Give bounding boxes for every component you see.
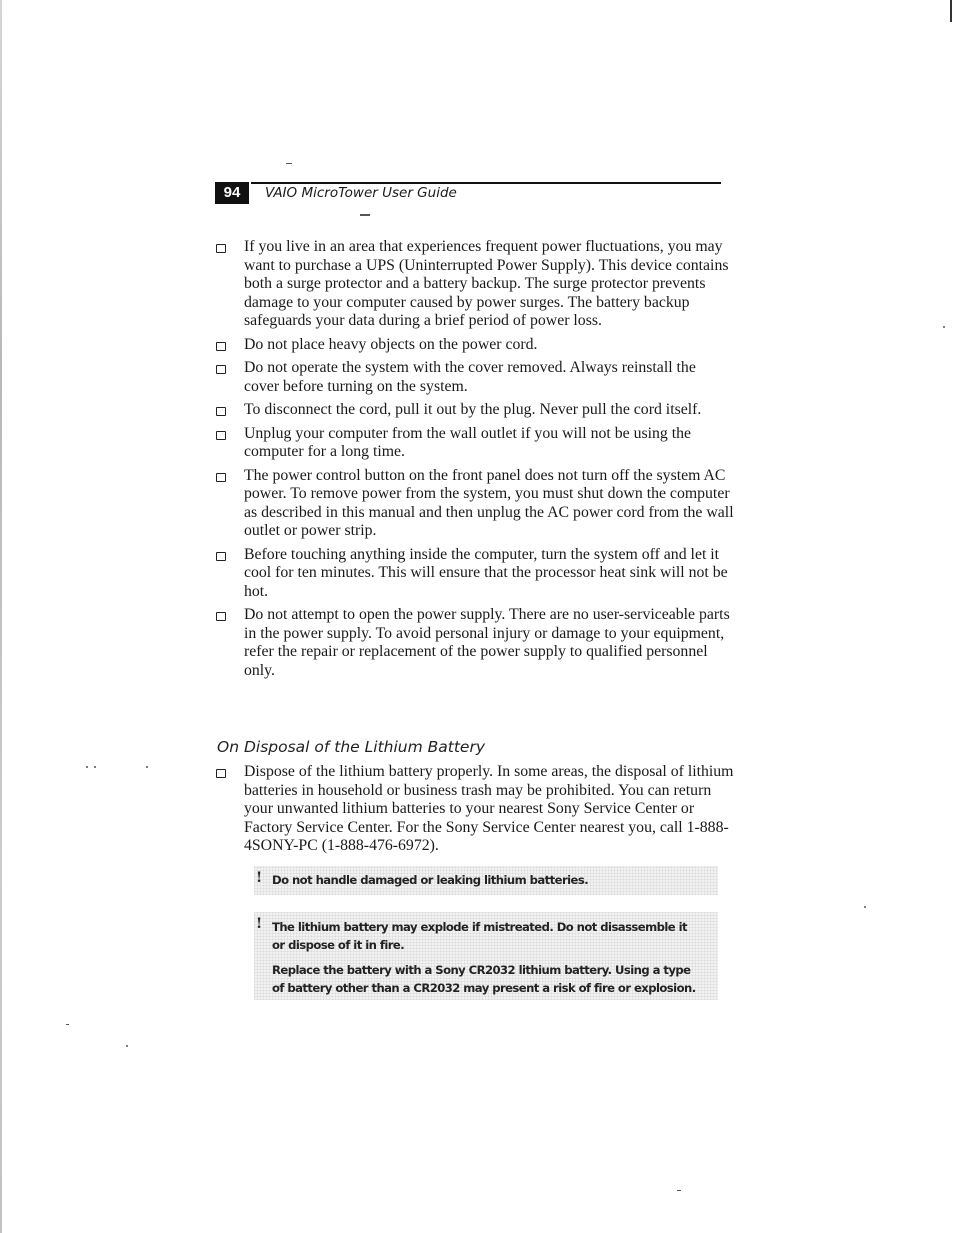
list-item: [214, 401, 734, 420]
checkbox-bullet-icon: [216, 552, 226, 561]
scan-speck: [864, 906, 866, 908]
list-item-text: Do not place heavy objects on the power cord.: [244, 335, 538, 353]
scan-speck: [677, 1190, 681, 1191]
warning-text: The lithium battery may explode if mistreated. Do not disassemble it or dispose of it in fire.: [272, 920, 688, 952]
power-safety-list: [214, 238, 734, 685]
list-item-text: Before touching anything inside the computer, turn the system off and let it cool for ten minutes. This will ensure that the processor heat sink will not be hot.: [244, 545, 728, 600]
list-item: [214, 467, 734, 541]
checkbox-bullet-icon: [216, 769, 226, 778]
running-head: VAIO MicroTower User Guide: [265, 185, 457, 201]
list-item-text: Unplug your computer from the wall outlet if you will not be using the computer for a long time.: [244, 424, 692, 460]
list-item-text: If you live in an area that experiences frequent power fluctuations, you may want to purchase a UPS (Uninterrupted Power Supply). This device contains both a surge protector and a battery backup. The surge protector prevents damage to your computer caused by power surges. The battery backup safeguards your data during a brief period of power loss.: [244, 238, 729, 329]
list-item-text: Dispose of the lithium battery properly. In some areas, the disposal of lithium batteries in household or business trash may be prohibited. You can return your unwanted lithium batteries to your nearest Sony Service Center or Factory Service Center. For the Sony Service Center nearest you, call 1-888-4SONY-PC (1-888-476-6972).: [244, 763, 734, 854]
checkbox-bullet-icon: [216, 612, 226, 621]
list-item-text: Do not attempt to open the power supply. There are no user-serviceable parts in the power supply. To avoid personal injury or damage to your equipment, refer the repair or replacement of the power supply to qualified personnel only.: [244, 606, 730, 679]
scan-speck: [66, 1024, 69, 1025]
list-item-text: To disconnect the cord, pull it out by the plug. Never pull the cord itself.: [244, 401, 702, 418]
page-header: [215, 180, 721, 206]
exclamation-icon: !: [256, 916, 262, 932]
section-heading: On Disposal of the Lithium Battery: [217, 738, 485, 756]
scan-speck: [126, 1045, 128, 1047]
checkbox-bullet-icon: [216, 407, 226, 416]
scan-speck: [286, 163, 292, 164]
scan-speck: [943, 326, 945, 328]
warning-text: Do not handle damaged or leaking lithium batteries.: [272, 873, 589, 887]
exclamation-icon: !: [256, 870, 262, 886]
disposal-list: [214, 763, 734, 861]
list-item: [214, 763, 734, 856]
header-rule: [251, 182, 721, 184]
scan-edge-right: [950, 0, 952, 22]
warning-box-explode: [254, 912, 718, 1000]
scan-speck: [94, 766, 96, 768]
list-item: [214, 336, 734, 355]
list-item-text: The power control button on the front panel does not turn off the system AC power. To remove power from the system, you must shut down the computer as described in this manual and then unplug the AC power cord from the wall outlet or power strip.: [244, 466, 734, 539]
checkbox-bullet-icon: [216, 473, 226, 482]
checkbox-bullet-icon: [216, 342, 226, 351]
page-number: 94: [215, 182, 249, 204]
list-item: [214, 425, 734, 462]
warning-box-handle: [254, 866, 718, 895]
list-item: [214, 359, 734, 396]
list-item: [214, 238, 734, 331]
warning-text: Replace the battery with a Sony CR2032 lithium battery. Using a type of battery other than a CR2032 may present a risk of fire or explosion.: [272, 963, 696, 995]
scan-speck: [86, 766, 88, 768]
list-item-text: Do not operate the system with the cover removed. Always reinstall the cover before turning on the system.: [244, 359, 696, 395]
checkbox-bullet-icon: [216, 431, 226, 440]
scan-speck: [360, 214, 370, 216]
list-item: [214, 546, 734, 602]
scan-speck: [146, 766, 148, 768]
checkbox-bullet-icon: [216, 365, 226, 374]
checkbox-bullet-icon: [216, 244, 226, 253]
list-item: [214, 606, 734, 680]
scan-edge-left: [0, 0, 2, 1233]
